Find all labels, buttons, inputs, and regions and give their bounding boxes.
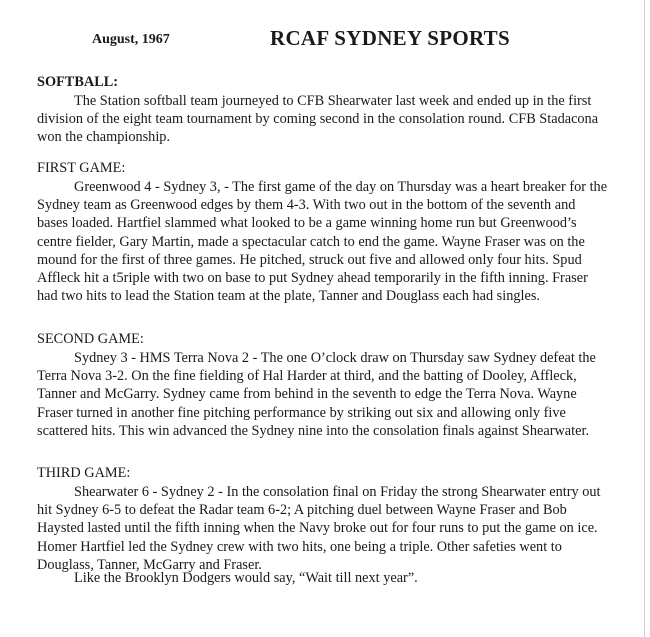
second-game-heading: SECOND GAME:: [37, 331, 144, 347]
softball-heading: SOFTBALL:: [37, 74, 119, 90]
document-date: August, 1967: [92, 32, 170, 47]
first-game-heading: FIRST GAME:: [37, 160, 126, 176]
closing-line: Like the Brooklyn Dodgers would say, “Wait till next year”.: [74, 570, 418, 586]
first-game-paragraph: Greenwood 4 - Sydney 3, - The first game of the day on Thursday was a heart breaker for the Sydney team as Greenwood edges by them 4-3. With two out in the bottom of the seventh and bases loaded. Hartfiel slammed what looked to be a game winning home run but Greenwood’s centre fielder, Gary Martin, made a spectacular catch to end the game. Wayne Fraser was on the mound for the first of three games. He pitched, struck out five and allowed only four hits. Spud Affleck hit a t5riple with two on base to put Sydney ahead temporarily in the fifth inning. Fraser had two hits to lead the Station team at the plate, Tanner and Douglass each had singles.: [37, 179, 608, 305]
document-title: RCAF SYDNEY SPORTS: [270, 26, 510, 50]
third-game-heading: THIRD GAME:: [37, 465, 131, 481]
softball-intro-paragraph: The Station softball team journeyed to CFB Shearwater last week and ended up in the first division of the eight team tournament by coming second in the consolation round. CFB Stadacona won the championship.: [37, 93, 599, 146]
third-game-paragraph: Shearwater 6 - Sydney 2 - In the consolation final on Friday the strong Shearwater entry out hit Sydney 6-5 to defeat the Radar team 6-2; A pitching duel between Wayne Fraser and Bob Haysted lasted until the fifth inning when the Navy broke out for four runs to put the game on ice. Homer Hartfiel led the Sydney crew with two hits, one being a triple. Other safeties went to Douglass, Tanner, McGarry and Fraser.: [37, 484, 601, 573]
second-game-paragraph: Sydney 3 - HMS Terra Nova 2 - The one O’clock draw on Thursday saw Sydney defeat the Terra Nova 3-2. On the fine fielding of Hal Harder at third, and the batting of Dooley, Affleck, Tanner and McGarry. Sydney came from behind in the seventh to edge the Terra Nova. Wayne Fraser turned in another fine pitching performance by striking out six and allowing only five scattered hits. This win advanced the Sydney nine into the consolation finals against Shearwater.: [37, 350, 596, 439]
page-edge-divider: [644, 0, 645, 637]
